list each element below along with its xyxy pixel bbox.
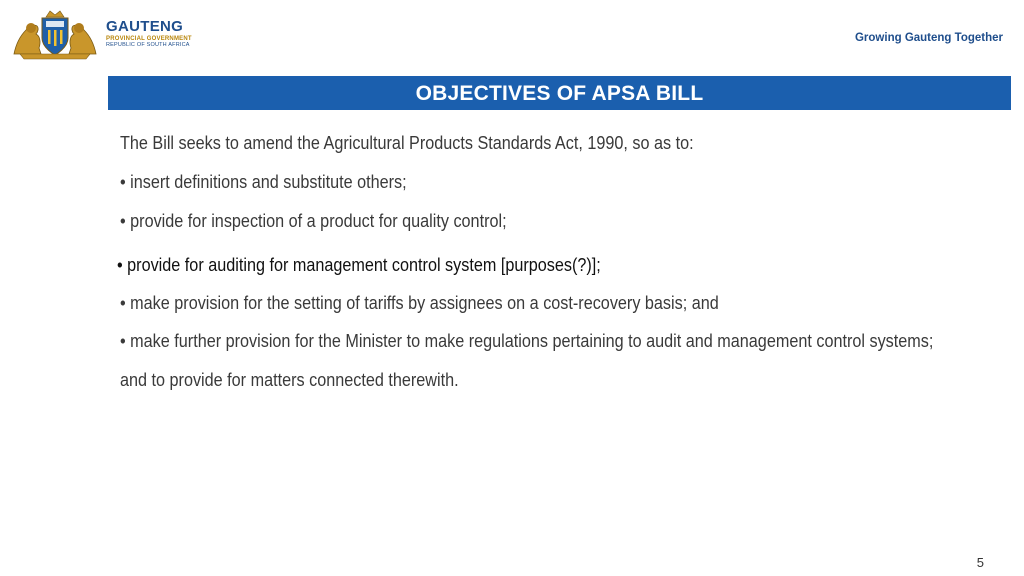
logo-subtitle-government: PROVINCIAL GOVERNMENT — [106, 36, 192, 43]
title-banner — [108, 76, 1011, 110]
intro-text: The Bill seeks to amend the Agricultural Products Standards Act, 1990, so as to: — [120, 133, 694, 153]
tagline: Growing Gauteng Together — [854, 32, 1003, 44]
bullet-item: • provide for inspection of a product for quality control; — [120, 211, 507, 231]
bullet-item: • make provision for the setting of tariffs by assignees on a cost-recovery basis; and — [120, 293, 719, 313]
bullet-item: • make further provision for the Minister to make regulations pertaining to audit and management control systems; — [120, 331, 934, 351]
logo-subtitle-country: REPUBLIC OF SOUTH AFRICA — [106, 42, 190, 49]
gauteng-logo — [10, 8, 192, 60]
page-number: 5 — [976, 555, 984, 570]
slide-title: OBJECTIVES OF APSA BILL — [415, 81, 704, 105]
closing-text: and to provide for matters connected therewith. — [120, 370, 459, 390]
bullet-item: • provide for auditing for management control system [purposes(?)]; — [117, 255, 601, 275]
coat-of-arms-icon — [10, 8, 100, 60]
bullet-item: • insert definitions and substitute others; — [120, 172, 407, 192]
logo-name: GAUTENG — [106, 18, 184, 36]
